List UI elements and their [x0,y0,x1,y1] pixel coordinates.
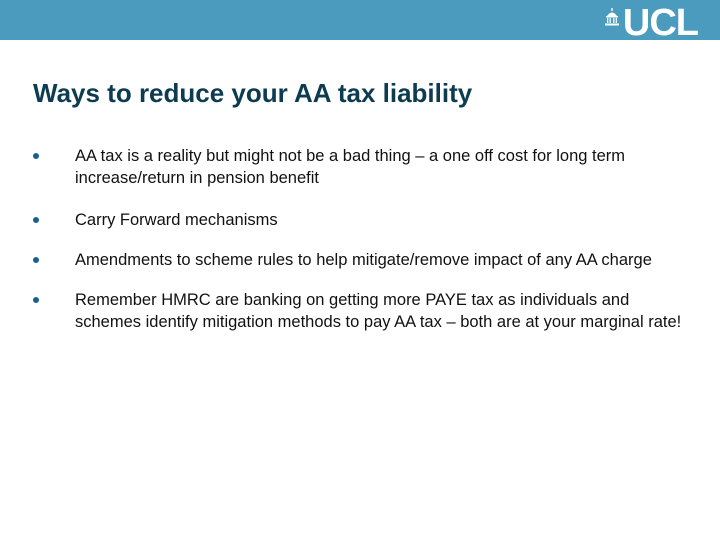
bullet-dot-icon [33,153,39,159]
bullet-text: Carry Forward mechanisms [75,211,278,229]
bullet-text: AA tax is a reality but might not be a bad thing – a one off cost for long term increase/return in pension benefit [75,147,626,187]
bullet-text: Remember HMRC are banking on getting more PAYE tax as individuals and schemes identify mitigation methods to pay AA tax – both are at your marginal rate! [75,291,682,331]
ucl-dome-icon [605,8,619,26]
bullet-list [0,145,720,333]
bullet-item [0,145,720,189]
logo-text: UCL [622,2,698,44]
bullet-item [0,249,720,271]
bullet-item [0,209,720,231]
bullet-dot-icon [33,297,39,303]
bullet-dot-icon [33,217,39,223]
bullet-dot-icon [33,257,39,263]
bullet-text: Amendments to scheme rules to help mitigate/remove impact of any AA charge [75,251,652,269]
bullet-item [0,289,720,333]
ucl-logo [605,2,698,44]
slide-title: Ways to reduce your AA tax liability [33,78,473,108]
header-bar [0,0,720,44]
